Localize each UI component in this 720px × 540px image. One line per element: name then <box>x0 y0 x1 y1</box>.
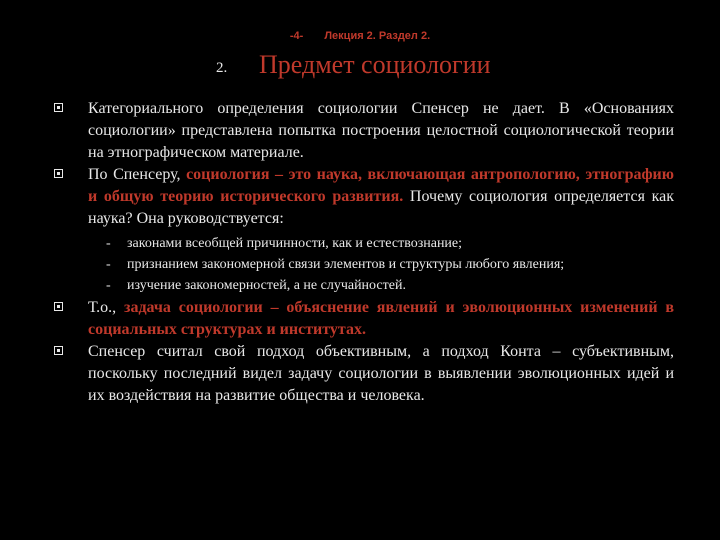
bullet-item-1 <box>54 98 674 164</box>
slide-header <box>0 30 720 42</box>
slide-content <box>54 98 674 407</box>
square-bullet-icon <box>54 346 63 355</box>
dash-marker: - <box>106 257 111 272</box>
sub-item-1 <box>106 234 674 253</box>
bullet-suffix: Почему социология определяется как наука? Она руководствуется: <box>88 188 674 227</box>
bullet-item-4 <box>54 341 674 407</box>
page-number: -4- <box>289 30 304 42</box>
sub-item-text: изучение закономерностей, а не случайностей. <box>127 278 406 293</box>
sub-item-3 <box>106 276 674 295</box>
dash-marker: - <box>106 236 111 251</box>
bullet-item-2 <box>54 164 674 230</box>
bullet-text: Категориального определения социологии Спенсер не дает. В «Основаниях социологии» представлена попытка построения целостной социологической теории на этнографическом материале. <box>88 100 674 161</box>
bullet-prefix: По Спенсеру, <box>88 166 187 183</box>
sub-list <box>54 234 674 295</box>
dash-marker: - <box>106 278 111 293</box>
square-bullet-icon <box>54 103 63 112</box>
bullet-prefix: Т.о., <box>88 299 125 316</box>
section-number: 2. <box>216 60 228 76</box>
square-bullet-icon <box>54 169 63 178</box>
sub-item-2 <box>106 255 674 274</box>
sub-item-text: признанием закономерной связи элементов и структуры любого явления; <box>127 257 565 272</box>
page-title: Предмет социологии <box>259 50 491 79</box>
square-bullet-icon <box>54 302 63 311</box>
lecture-label: Лекция 2. Раздел 2. <box>324 30 431 42</box>
bullet-highlight: задача социологии – объяснение явлений и эволюционных изменений в социальных структурах и институтах. <box>88 299 675 338</box>
sub-item-text: законами всеобщей причинности, как и естествознание; <box>127 236 463 251</box>
bullet-highlight: социология – это наука, включающая антропологию, этнографию и общую теорию исторического развития. <box>88 166 674 205</box>
bullet-item-3 <box>54 297 674 341</box>
bullet-text: Спенсер считал свой подход объективным, а подход Конта – субъективным, поскольку последний видел задачу социологии в выявлении эволюционных идей и их воздействия на развитие общества и человека. <box>88 343 674 404</box>
